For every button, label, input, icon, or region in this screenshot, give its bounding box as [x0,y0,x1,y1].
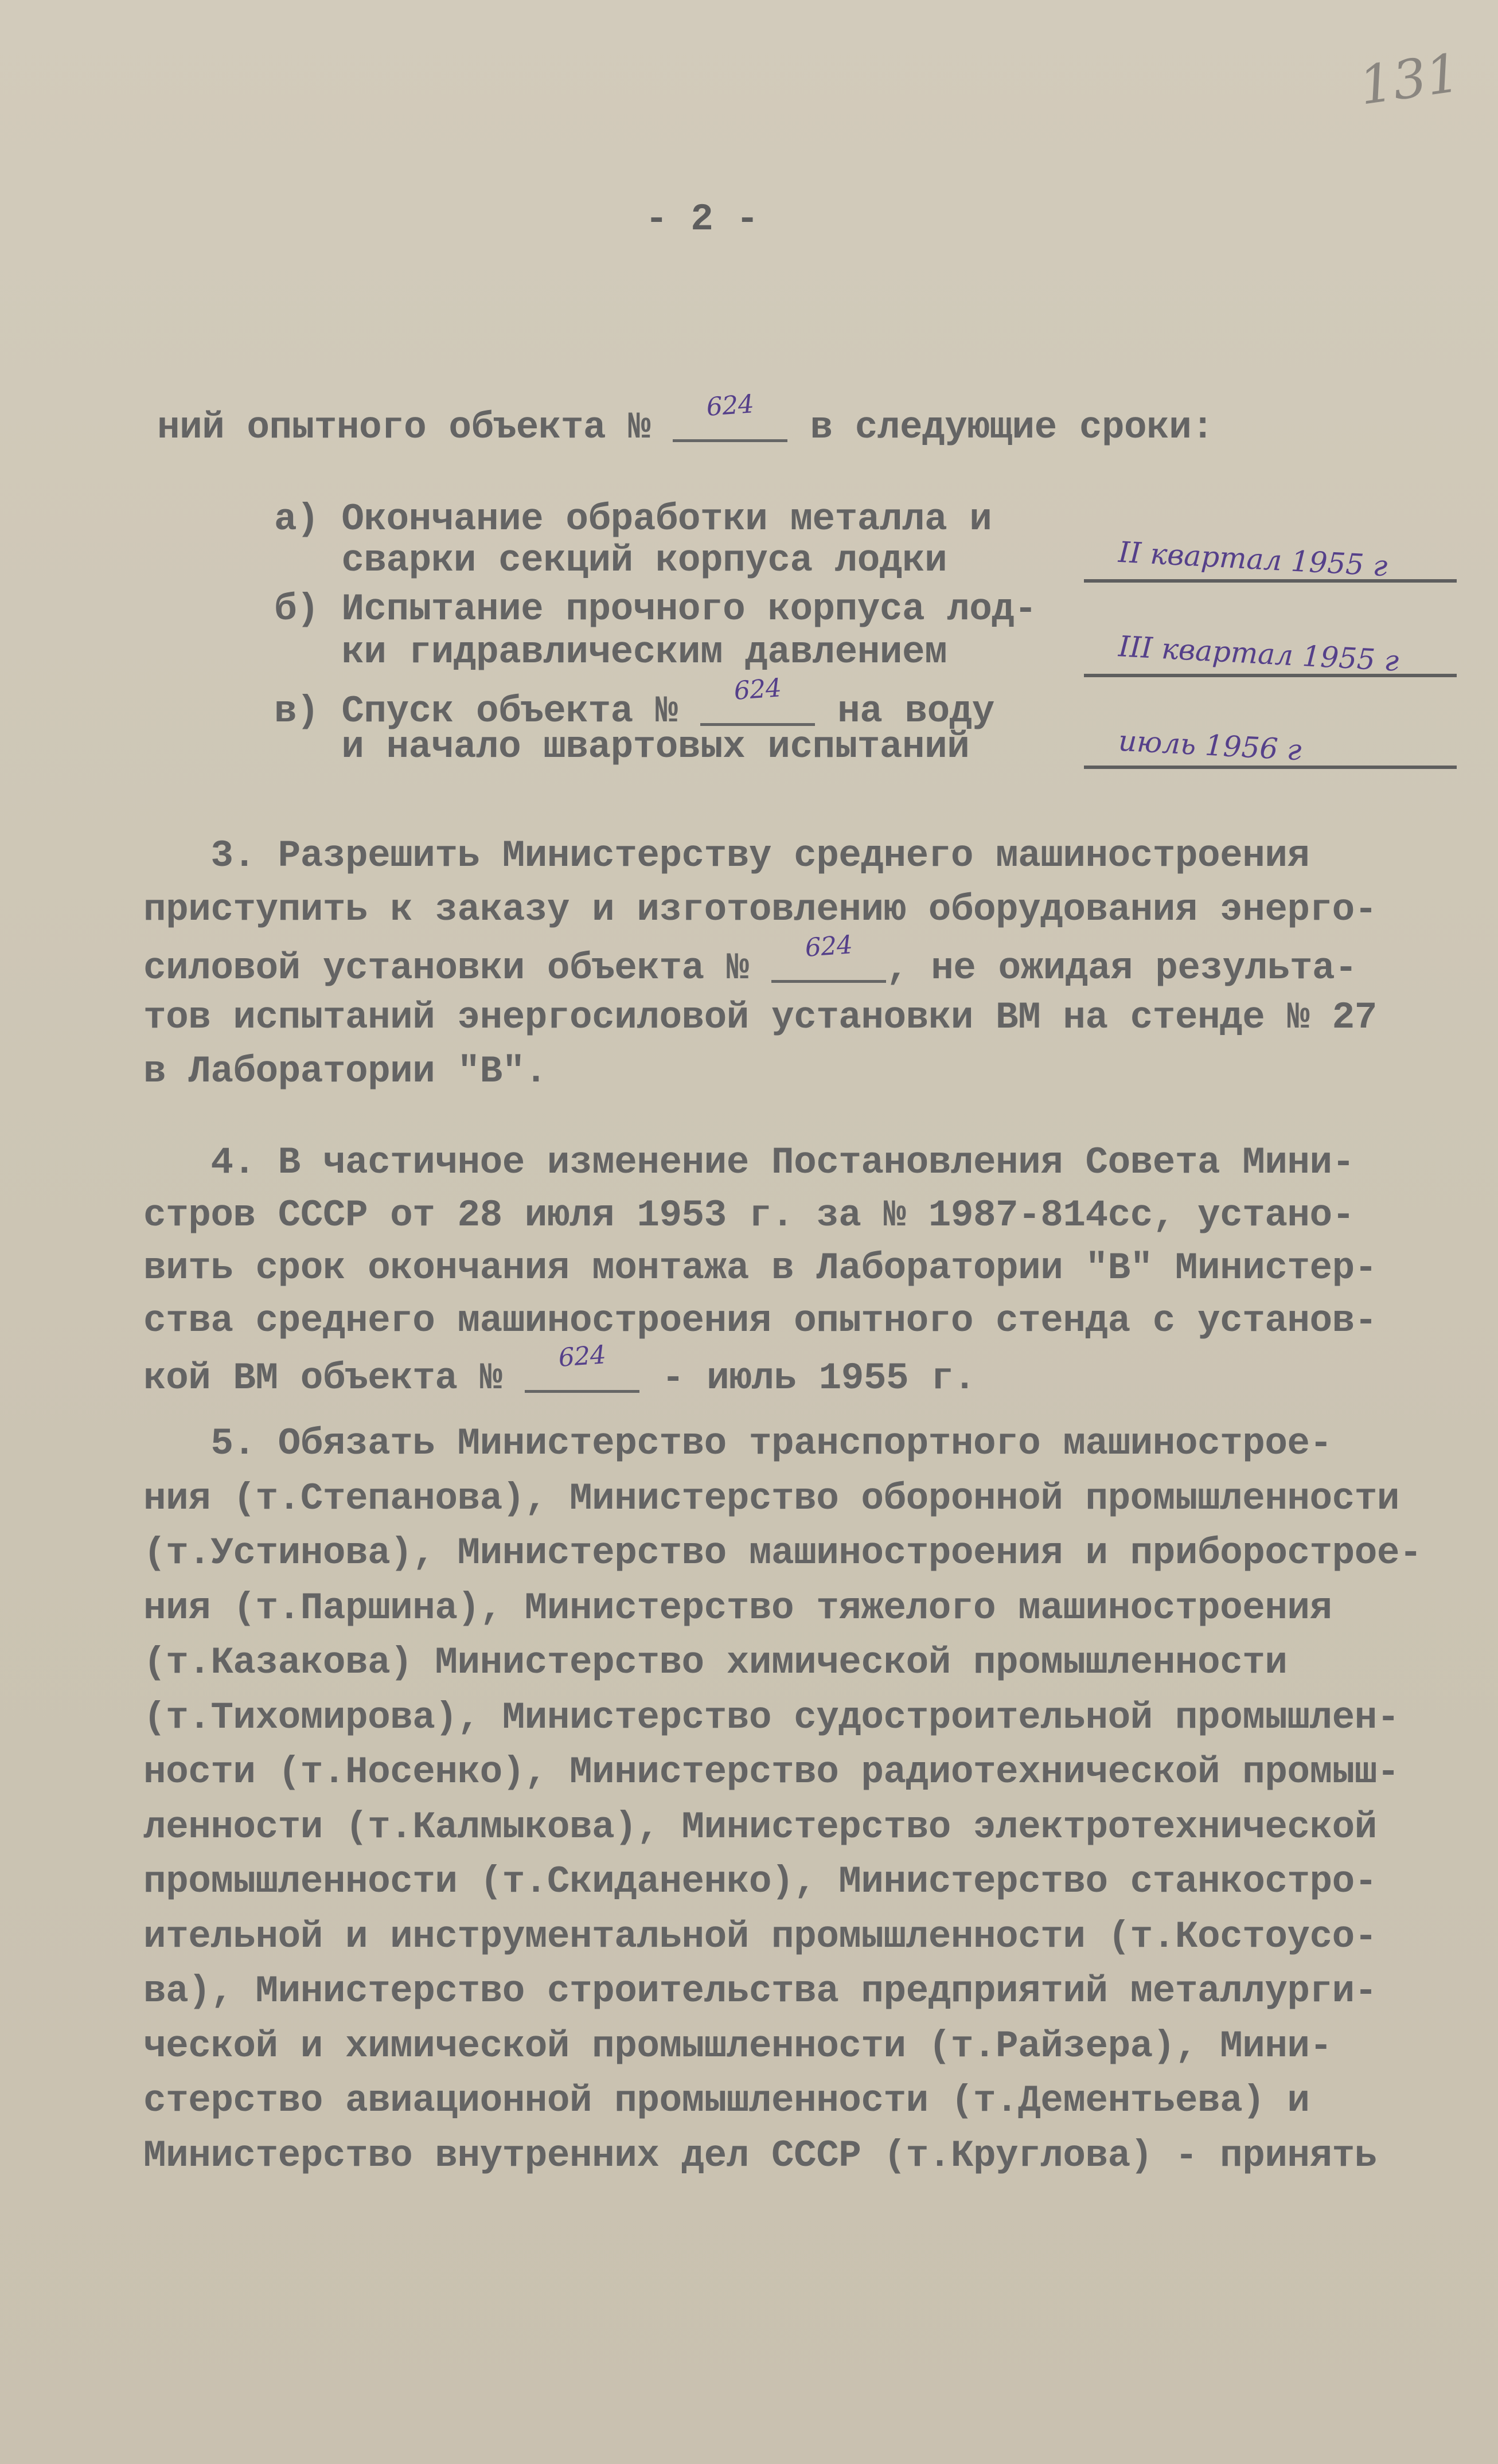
schedule-date-field [1084,630,1457,678]
filled-blank [525,1340,639,1393]
typed-text: ки гидравлическим давлением [274,631,947,674]
typed-text: в Лаборатории "В". [143,1050,547,1093]
typed-text: 4. В частичное изменение Постановления Совета Мини- [143,1141,1355,1184]
typed-text: ительной и инструментальной промышленности (т.Костоусо- [143,1915,1377,1958]
schedule-item-line [274,498,992,541]
page-number: - 2 - [645,198,759,241]
paragraph-3-line [143,888,1377,931]
paragraph-5-line [143,1751,1399,1794]
paragraph-5-line [143,1970,1377,2013]
paragraph-5-line [143,1477,1399,1520]
schedule-item-line [274,631,947,674]
paragraph-5-line [143,1422,1332,1465]
handwritten-number: 624 [705,389,755,422]
handwritten-number: 624 [804,930,853,963]
typed-text: и начало швартовых испытаний [274,725,970,768]
paragraph-5-line [143,2079,1310,2122]
paragraph-5-line [143,1806,1377,1849]
handwritten-date: июль 1956 г [1117,724,1302,767]
typed-text: тов испытаний энергосиловой установки ВМ на стенде № 27 [143,996,1377,1039]
typed-text: в следующие сроки: [787,406,1214,449]
paragraph-5-line [143,1696,1399,1739]
typed-text: ния (т.Степанова), Министерство оборонной промышленности [143,1477,1399,1520]
filled-blank [771,930,886,983]
paragraph-5-line [143,2134,1377,2177]
paragraph-3-line [143,996,1377,1039]
typed-text: а) Окончание обработки металла и [274,498,992,541]
typed-text: (т.Тихомирова), Министерство судостроительной промышлен- [143,1696,1399,1739]
paragraph-5-line [143,1532,1422,1575]
paragraph-5-line [143,2025,1332,2068]
typed-text: силовой установки объекта № [143,947,771,990]
typed-text: (т.Устинова), Министерство машиностроения и приборострое- [143,1532,1422,1575]
paragraph-3-line [143,834,1310,877]
typed-text: - июль 1955 г. [639,1357,976,1400]
typed-text: Министерство внутренних дел СССР (т.Круглова) - принять [143,2134,1377,2177]
typed-text: стерство авиационной промышленности (т.Дементьева) и [143,2079,1310,2122]
handwritten-date: III квартал 1955 г [1117,630,1400,678]
schedule-date-field [1084,725,1457,769]
paragraph-3-line [143,1050,547,1093]
schedule-item-line [274,725,969,768]
paragraph-4-line [143,1194,1355,1237]
typed-text: б) Испытание прочного корпуса лод- [274,588,1037,631]
typed-text: приступить к заказу и изготовлению оборудования энерго- [143,888,1377,931]
paragraph-4-line [143,1299,1377,1342]
typed-text: в) Спуск объекта № [274,690,701,733]
typed-text: на воду [815,690,994,733]
typed-text: ва), Министерство строительства предприятий металлурги- [143,1970,1377,2013]
typed-text: ности (т.Носенко), Министерство радиотехнической промыш- [143,1751,1399,1794]
typed-text: промышленности (т.Скиданенко), Министерство станкостро- [143,1860,1377,1903]
paragraph-5-line [143,1587,1332,1630]
paragraph-4-line [143,1340,976,1400]
filled-blank [673,389,787,442]
paragraph-5-line [143,1641,1287,1684]
typed-text: ленности (т.Калмыкова), Министерство электротехнической [143,1805,1377,1849]
paragraph-4-line [143,1141,1355,1184]
typed-text: ческой и химической промышленности (т.Райзера), Мини- [143,2024,1332,2068]
typed-text: ства среднего машиностроения опытного стенда с установ- [143,1299,1377,1342]
folio-number: 131 [1355,42,1464,117]
paragraph-5-line [143,1860,1377,1903]
handwritten-number: 624 [557,1340,607,1373]
schedule-date-field [1084,535,1457,583]
typed-text: ния (т.Паршина), Министерство тяжелого машиностроения [143,1586,1332,1630]
filled-blank [700,673,815,726]
paragraph-3-line [143,930,1357,990]
schedule-item-line [274,539,947,582]
paragraph-5-line [143,1915,1377,1958]
typed-text: , не ожидая результа- [885,947,1357,990]
schedule-intro-line [157,389,1214,449]
handwritten-date: II квартал 1955 г [1117,535,1388,583]
typed-text: 5. Обязать Министерство транспортного машинострое- [143,1422,1332,1465]
typed-text: сварки секций корпуса лодки [274,539,947,582]
typed-text: кой ВМ объекта № [143,1357,525,1400]
schedule-item-line [274,588,1037,631]
handwritten-number: 624 [733,673,782,706]
paragraph-4-line [143,1247,1377,1290]
typed-text: стров СССР от 28 июля 1953 г. за № 1987-814сс, устано- [143,1194,1355,1237]
typed-text: 3. Разрешить Министерству среднего машиностроения [143,834,1310,877]
typed-text: вить срок окончания монтажа в Лаборатории "В" Министер- [143,1247,1377,1290]
typed-text: ний опытного объекта № [157,406,673,449]
typed-text: (т.Казакова) Министерство химической промышленности [143,1641,1288,1684]
